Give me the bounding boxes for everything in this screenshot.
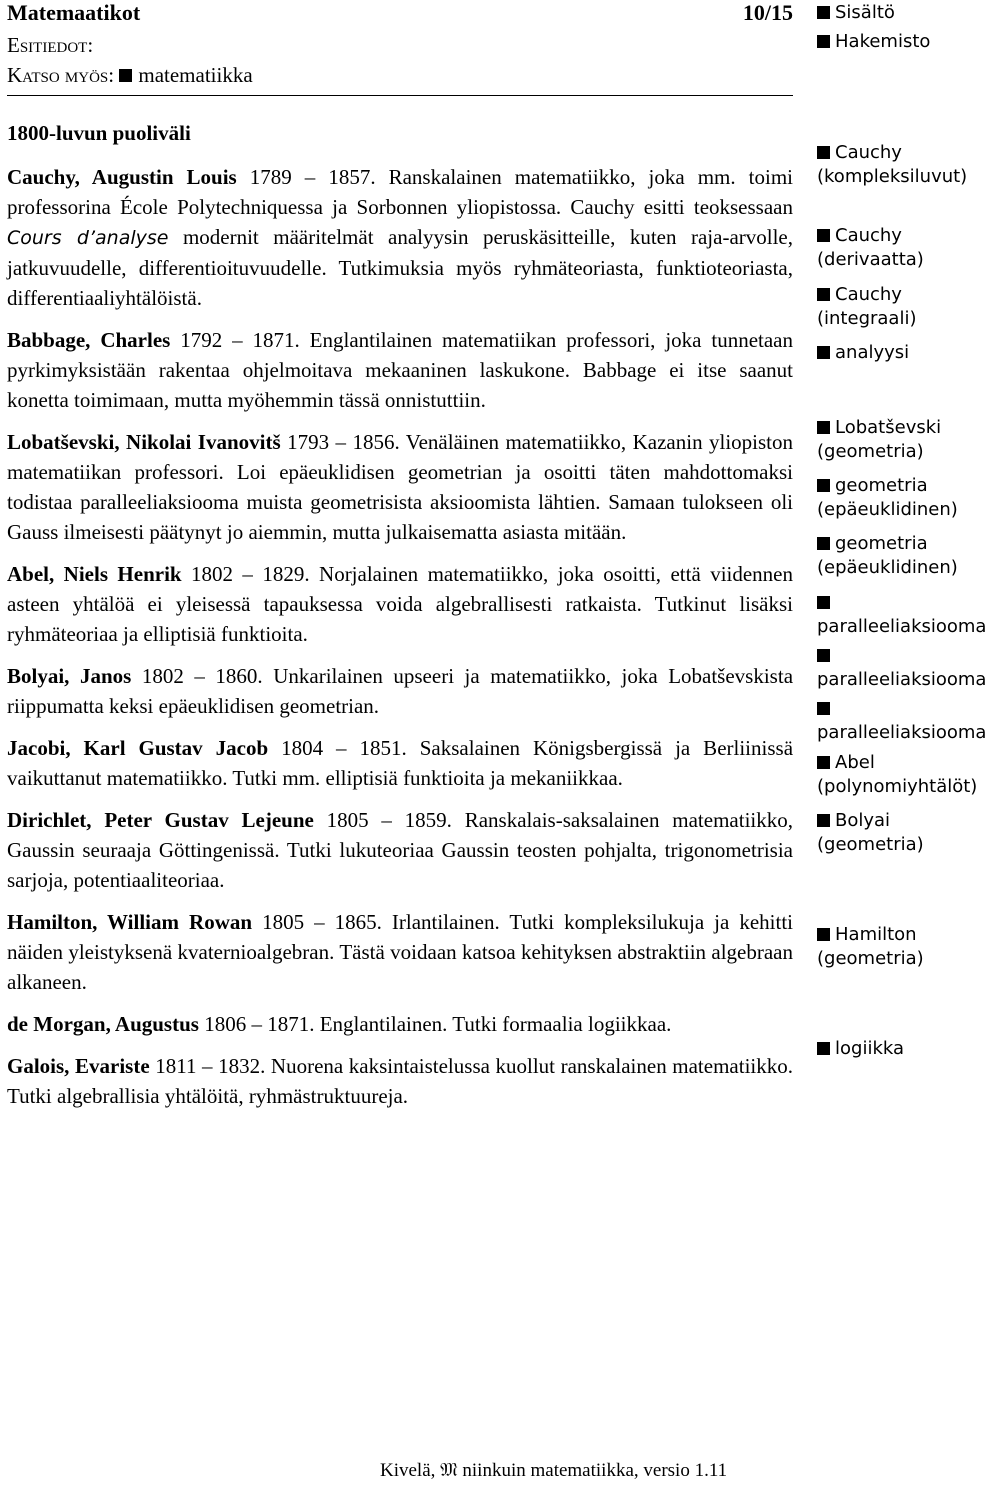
link-square-icon [817, 229, 830, 242]
entry-text: Norjalainen matematiikko, joka osoitti, että viidennen asteen yhtälöä ei yleisessä tapauksessa voida algebrallisesti ratkaista. Tutkinut lisäksi ryhmäteoriaa ja elliptisiä funktioita. [7, 562, 794, 646]
entry-years: 1802 – 1829. [181, 562, 310, 586]
footer-fraktur-m: 𝔐 [440, 1459, 458, 1481]
footer [380, 1458, 727, 1483]
entry-cauchy [7, 162, 793, 313]
sidebar-link-geometry-1[interactable]: geometria (epäeuklidinen) [817, 475, 958, 520]
sidebar-link-abel[interactable]: Abel (polynomiyhtälöt) [817, 752, 978, 797]
entry-name: Jacobi, Karl Gustav Jacob [7, 736, 269, 760]
entry-years: 1802 – 1860. [131, 664, 263, 688]
footer-author: Kivelä, [380, 1460, 441, 1481]
entry-name: Bolyai, Janos [7, 664, 132, 688]
entry-galois [7, 1051, 793, 1111]
sidebar-link-parallel-3[interactable]: paralleeliaksiooma [817, 697, 933, 745]
link-square-icon [817, 928, 830, 941]
entry-text-cont: modernit määritelmät analyysin peruskäsitteille, kuten raja-arvolle, jatkuvuudelle, differentioituvuudelle. Tutkimuksia myös ryhmäteoriasta, funktioteoriasta, differentiaaliyhtälöistä. [7, 225, 793, 310]
link-square-icon [817, 649, 830, 662]
entry-text: Unkarilainen upseeri ja matematiikko, joka Lobatševskista riippumatta keksi epäeuklidisen geometrian. [7, 664, 794, 718]
header-row [7, 0, 793, 30]
link-square-icon [817, 421, 830, 434]
document-title: Matemaatikot [7, 0, 141, 25]
entry-text: Irlantilainen. Tutki kompleksilukuja ja kehitti näiden yleistyksenä kvaternioalgebran. Tästä voidaan katsoa kehityksen abstraktiin algebraan alkaneen. [7, 910, 793, 994]
entry-years: 1792 – 1871. [170, 328, 300, 352]
entry-hamilton [7, 907, 793, 997]
entry-years: 1811 – 1832. [149, 1054, 266, 1078]
entry-text: Englantilainen matematiikan professori, joka tunnetaan pyrkimyksistään rakentaa ohjelmoitava mekaaninen laskukone. Babbage ei itse saanut konetta toimimaan, mutta myöhemmin tässä onnistuttiin. [7, 328, 793, 412]
page-number: 10/15 [742, 0, 793, 25]
entry-text: Nuorena kaksintaistelussa kuollut ranskalainen matematiikko. Tutki algebrallisia yhtälöitä, ryhmästruktuureja. [7, 1054, 793, 1108]
entry-name: Dirichlet, Peter Gustav Lejeune [7, 808, 314, 832]
link-square-icon [817, 146, 830, 159]
link-square-icon [817, 1042, 830, 1055]
entry-name: de Morgan, Augustus [7, 1012, 199, 1036]
entry-text: Venäläinen matematiikko, Kazanin yliopiston matematiikan professori. Loi epäeuklidisen geometrian ja osoitti täten mahdottomaksi todistaa paralleeliaksiooma muista geometrisista aksioomista lähtien. Samaan tulokseen oli Gauss ilmeisesti päätynyt jo aiemmin, mutta julkaisematta asiasta mitään. [7, 430, 794, 544]
link-square-icon [817, 756, 830, 769]
entry-years: 1805 – 1865. [252, 910, 382, 934]
entry-name: Lobatševski, Nikolai Ivanovitš [7, 430, 281, 454]
entry-text: Ranskalainen matematiikko, joka mm. toimi professorina École Polytechniquessa ja Sorbonnen yliopistossa. Cauchy esitti teoksessaan [7, 165, 793, 219]
prerequisites-line [7, 30, 793, 60]
sidebar-link-cauchy-complex[interactable]: Cauchy (kompleksiluvut) [817, 142, 968, 187]
sidebar-link-cauchy-integral[interactable]: Cauchy (integraali) [817, 284, 917, 329]
entry-name: Babbage, Charles [7, 328, 171, 352]
link-square-icon [817, 288, 830, 301]
footer-title: niinkuin matematiikka, versio 1.11 [457, 1460, 728, 1481]
section-title: 1800-luvun puoliväli [7, 121, 191, 145]
link-square-icon [817, 35, 830, 48]
link-square-icon [817, 702, 830, 715]
header-rule [7, 95, 793, 96]
entry-jacobi [7, 733, 793, 793]
entry-name: Galois, Evariste [7, 1054, 150, 1078]
sidebar-link-index[interactable]: Hakemisto [817, 30, 957, 54]
link-square-icon [817, 346, 830, 359]
prerequisites-label: Esitiedot: [7, 33, 94, 57]
link-square-icon [817, 479, 830, 492]
entry-abel [7, 559, 793, 649]
sidebar-link-parallel-1[interactable]: paralleeliaksiooma [817, 591, 933, 639]
book-title: Cours d’analyse [7, 227, 169, 249]
entry-years: 1806 – 1871. [198, 1012, 315, 1036]
link-square-icon [119, 69, 132, 82]
entry-years: 1793 – 1856. [280, 430, 400, 454]
sidebar-link-parallel-2[interactable]: paralleeliaksiooma [817, 644, 933, 692]
entry-years: 1804 – 1851. [268, 736, 407, 760]
entry-dirichlet [7, 805, 793, 895]
entry-text: Ranskalais-saksalainen matematiikko, Gaussin seuraaja Göttingenissä. Tutki lukuteoriaa Gaussin teosten pohjalta, trigonometrisia sarjoja, potentiaaliteoriaa. [7, 808, 793, 892]
see-also-label: Katso myös: [7, 63, 115, 87]
document-main [7, 0, 794, 1108]
sidebar-link-cauchy-derivative[interactable]: Cauchy (derivaatta) [817, 225, 924, 270]
entry-name: Hamilton, William Rowan [7, 910, 253, 934]
content [7, 118, 793, 1123]
see-also-link[interactable]: matematiikka [119, 63, 252, 87]
sidebar-link-lobatsevski[interactable]: Lobatševski (geometria) [817, 417, 942, 462]
entry-years: 1805 – 1859. [313, 808, 452, 832]
see-also-line [7, 60, 793, 90]
sidebar-link-bolyai[interactable]: Bolyai (geometria) [817, 810, 924, 855]
link-square-icon [817, 814, 830, 827]
entry-text: Englantilainen. Tutki formaalia logiikkaa. [314, 1012, 672, 1036]
entry-years: 1789 – 1857. [236, 165, 376, 189]
entry-text: Saksalainen Königsbergissä ja Berliinissä vaikuttanut matematiikko. Tutki mm. elliptisiä funktioita ja mekaniikkaa. [7, 736, 794, 790]
entry-babbage [7, 325, 793, 415]
sidebar-link-hamilton[interactable]: Hamilton (geometria) [817, 924, 924, 969]
link-square-icon [817, 6, 830, 19]
sidebar-link-contents[interactable]: Sisältö [817, 1, 957, 25]
entry-lobatsevski [7, 427, 793, 547]
sidebar-link-geometry-2[interactable]: geometria (epäeuklidinen) [817, 533, 958, 578]
sidebar-link-logic[interactable]: logiikka [817, 1037, 957, 1061]
entry-de-morgan [7, 1009, 793, 1039]
entry-bolyai [7, 661, 793, 721]
link-square-icon [817, 537, 830, 550]
sidebar-link-analysis[interactable]: analyysi [817, 341, 957, 365]
entry-name: Abel, Niels Henrik [7, 562, 182, 586]
link-square-icon [817, 596, 830, 609]
entry-name: Cauchy, Augustin Louis [7, 165, 237, 189]
